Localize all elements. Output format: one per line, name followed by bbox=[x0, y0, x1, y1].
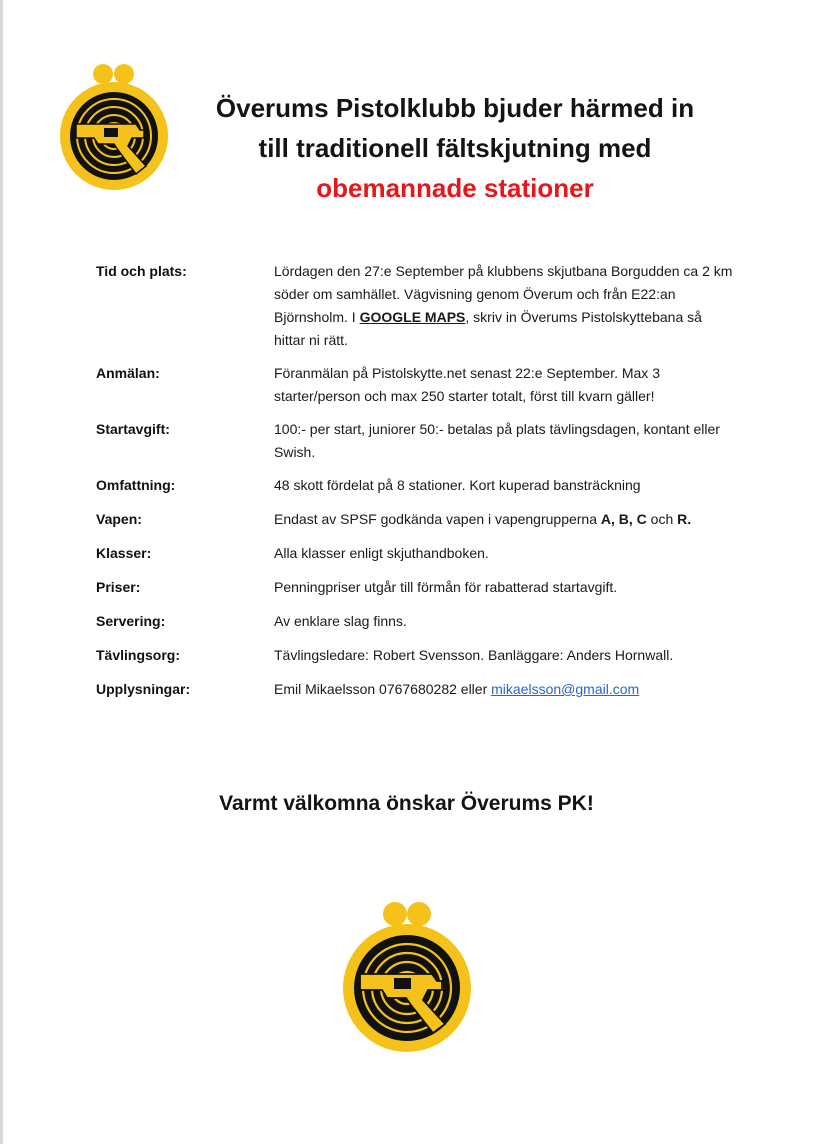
tid-och-plats-text-2: , skriv in Överums Pistolskyttebana så hittar ni rätt. bbox=[274, 309, 702, 348]
value-servering: Av enklare slag finns. bbox=[274, 613, 407, 629]
value-anmalan: Föranmälan på Pistolskytte.net senast 22:e September. Max 3 starter/person och max 250 starter totalt, först till kvarn gäller! bbox=[274, 365, 660, 404]
title-line-3: obemannade stationer bbox=[316, 173, 594, 203]
value-omfattning: 48 skott fördelat på 8 stationer. Kort kuperad bansträckning bbox=[274, 477, 641, 493]
club-logo-top bbox=[58, 62, 170, 192]
page-edge bbox=[0, 0, 3, 1144]
value-upplysningar bbox=[274, 678, 736, 701]
label-klasser: Klasser: bbox=[96, 545, 152, 561]
row-tid-och-plats bbox=[96, 260, 736, 352]
row-startavgift bbox=[96, 418, 736, 464]
closing-greeting: Varmt välkomna önskar Överums PK! bbox=[219, 792, 594, 815]
vapen-last: R. bbox=[677, 511, 692, 527]
label-tid-och-plats: Tid och plats: bbox=[96, 263, 187, 279]
email-link[interactable]: mikaelsson@gmail.com bbox=[491, 681, 640, 697]
title-line-1: Överums Pistolklubb bjuder härmed in bbox=[215, 93, 695, 123]
value-priser: Penningpriser utgår till förmån för rabatterad startavgift. bbox=[274, 579, 618, 595]
value-startavgift: 100:- per start, juniorer 50:- betalas på plats tävlingsdagen, kontant eller Swish. bbox=[274, 421, 720, 460]
row-upplysningar bbox=[96, 678, 736, 701]
title-line-2: till traditionell fältskjutning med bbox=[258, 133, 652, 163]
row-servering bbox=[96, 610, 736, 633]
value-tavlingsorg: Tävlingsledare: Robert Svensson. Banläggare: Anders Hornwall. bbox=[274, 647, 674, 663]
label-priser: Priser: bbox=[96, 579, 141, 595]
vapen-groups: A, B, C bbox=[600, 511, 647, 527]
club-logo-bottom bbox=[340, 900, 474, 1052]
tid-och-plats-text-1: Lördagen den 27:e September på klubbens skjutbana Borgudden ca 2 km söder om samhället. Vägvisning genom Överum och från E22:an Björnsholm. I bbox=[274, 263, 733, 325]
target-revolver-icon bbox=[340, 900, 474, 1052]
row-vapen bbox=[96, 508, 736, 531]
value-vapen bbox=[274, 508, 736, 531]
upplysningar-text: Emil Mikaelsson 0767680282 eller bbox=[274, 681, 492, 697]
row-tavlingsorg bbox=[96, 644, 736, 667]
row-priser bbox=[96, 576, 736, 599]
row-anmalan bbox=[96, 362, 736, 408]
value-tid-och-plats bbox=[274, 260, 736, 352]
details-list bbox=[96, 260, 736, 701]
label-startavgift: Startavgift: bbox=[96, 421, 170, 437]
label-upplysningar: Upplysningar: bbox=[96, 681, 191, 697]
row-omfattning bbox=[96, 474, 736, 497]
google-maps-link[interactable]: GOOGLE MAPS bbox=[359, 309, 466, 325]
label-anmalan: Anmälan: bbox=[96, 365, 160, 381]
value-klasser: Alla klasser enligt skjuthandboken. bbox=[274, 545, 489, 561]
invitation-title bbox=[190, 88, 720, 208]
vapen-och: och bbox=[646, 511, 678, 527]
label-servering: Servering: bbox=[96, 613, 166, 629]
target-revolver-icon bbox=[58, 62, 170, 192]
row-klasser bbox=[96, 542, 736, 565]
label-vapen: Vapen: bbox=[96, 511, 142, 527]
label-tavlingsorg: Tävlingsorg: bbox=[96, 647, 181, 663]
vapen-text: Endast av SPSF godkända vapen i vapengrupperna bbox=[274, 511, 601, 527]
label-omfattning: Omfattning: bbox=[96, 477, 176, 493]
